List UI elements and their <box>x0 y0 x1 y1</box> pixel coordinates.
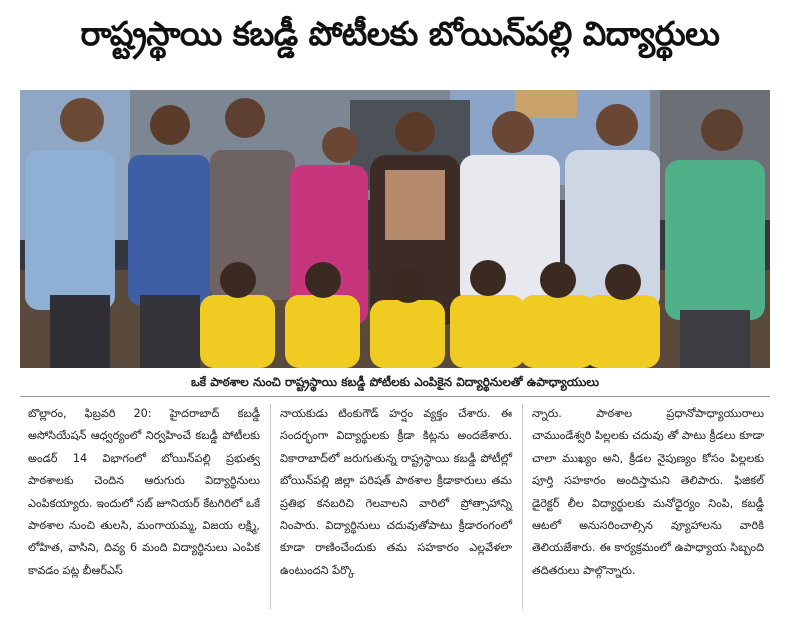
body-column-3: న్నారు. పాఠశాల ప్రధానోపాధ్యాయురాలు చాముండేశ్వరి పిల్లలకు చదువు తో పాటు క్రీడలు కూడా చాలా ముఖ్యం అని, క్రీడల నైపుణ్యం కోసం పిల్లలకు పూర్తి సహకారం అందిస్తామని తెలిపారు. ఫిజికల్ డైరెక్టర్ లీల విద్యార్థులకు మనోధైర్యం నింపి, కబడ్డీ ఆటలో అనుసరించాల్సిన వ్యూహాలను వారికి తెలియజేశారు. ఈ కార్యక్రమంలో ఉపాధ్యాయ సిబ్బంది తదితరులు పాల్గొన్నారు. <box>532 407 764 577</box>
news-photo <box>20 90 770 368</box>
group-photo-illustration <box>20 90 770 368</box>
caption-divider <box>20 396 770 397</box>
headline: రాష్ట్రస్థాయి కబడ్డీ పోటీలకు బోయిన్‌పల్లి విద్యార్థులు <box>80 14 720 53</box>
body-column-2: నాయకుడు టింకుగౌడ్ హర్షం వ్యక్తం చేశారు. ఈ సందర్భంగా విద్యార్థులకు క్రీడా కిట్లను అందజేశారు. వికారాబాద్‌లో జరుగుతున్న రాష్ట్రస్థాయి కబడ్డీ పోటీల్లో బోయిన్‌పల్లి జిల్లా పరిషత్ పాఠశాల క్రీడాకారులు తమ ప్రతిభ కనబరిచి గెలవాలని వారిలో ప్రోత్సాహాన్ని నింపారు. విద్యార్థినులు చదువుతోపాటు క్రీడారంగంలో కూడా రాణించేందుకు తమ సహకారం ఎల్లవేళలా ఉంటుందని పేర్కొ <box>280 407 512 577</box>
body-column-1: బొల్లారం, ఫిబ్రవరి 20: హైదరాబాద్ కబడ్డీ అసోసియేషన్ ఆధ్వర్యంలో నిర్వహించే కబడ్డీ పోటీలకు అండర్ 14 విభాగంలో బోయిన్‌పల్లి ప్రభుత్వ పాఠశాలకు చెందిన ఆరుగురు విద్యార్థినులు ఎంపికయ్యారు. ఇందులో సబ్ జూనియర్ కేటగిరిలో ఒకే పాఠశాల నుంచి తులసి, మంగాయమ్మ, విజయ లక్ష్మి, లోహిత, వాసిని, దివ్య 6 మంది విద్యార్థినులు ఎంపిక కావడం పట్ల బీఆర్ఎస్ <box>28 407 260 577</box>
column-divider <box>270 404 271 609</box>
photo-caption: ఒకే పాఠశాల నుంచి రాష్ట్రస్థాయి కబడ్డీ పోటీలకు ఎంపికైన విద్యార్థినులతో ఉపాధ్యాయులు <box>191 375 599 389</box>
column-divider <box>522 404 523 609</box>
